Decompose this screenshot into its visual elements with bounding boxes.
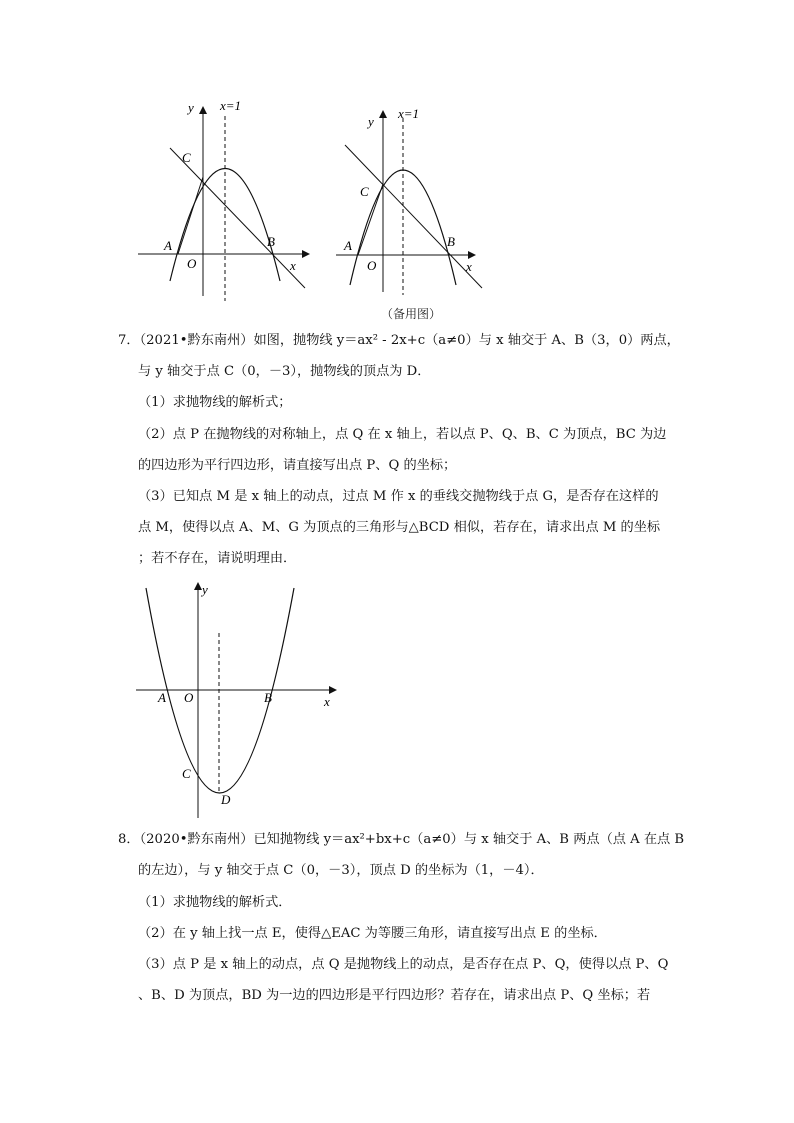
q7-part-3a: （3）已知点 M 是 x 轴上的动点，过点 M 作 x 的垂线交抛物线于点 G，是否存在这样的: [138, 489, 659, 504]
label-a: A: [164, 238, 172, 253]
label-o: O: [367, 258, 377, 273]
label-b: B: [447, 234, 455, 249]
label-y: y: [202, 582, 208, 597]
label-y: y: [188, 100, 194, 115]
label-b: B: [267, 234, 275, 249]
figure-caption: （备用图）: [381, 307, 442, 321]
label-c: C: [182, 150, 191, 165]
figure-q7: [134, 578, 344, 818]
label-o: O: [187, 256, 197, 271]
q7-part-3c: ；若不存在，请说明理由．: [138, 551, 297, 566]
q8-part-1: （1）求抛物线的解析式．: [138, 895, 292, 910]
q7-line-2: 与 y 轴交于点 C（0，－3），抛物线的顶点为 D．: [138, 364, 431, 379]
x-axis-arrow-icon: [302, 250, 310, 258]
x-axis-arrow-icon: [468, 251, 476, 259]
q8-part-2: （2）在 y 轴上找一点 E，使得△EAC 为等腰三角形，请直接写出点 E 的坐标．: [138, 926, 607, 941]
label-y: y: [368, 114, 374, 129]
q7-line-1: 7．（2021•黔东南州）如图，抛物线 y＝ax² - 2x+c（a≠0）与 x 轴交于 A、B（3，0）两点，: [118, 333, 680, 348]
q7-part-2b: 的四边形为平行四边形，请直接写出点 P、Q 的坐标；: [138, 458, 457, 473]
label-x: x: [466, 259, 472, 274]
label-a: A: [158, 690, 166, 705]
x-axis-arrow-icon: [329, 686, 337, 694]
line-bc: [345, 145, 482, 288]
figure-parabola-1: [130, 96, 320, 301]
label-c: C: [182, 766, 191, 781]
y-axis-arrow-icon: [379, 110, 387, 118]
label-a: A: [344, 238, 352, 253]
label-b: B: [264, 690, 272, 705]
q8-line-1: 8．（2020•黔东南州）已知抛物线 y＝ax²+bx+c（a≠0）与 x 轴交于 A、B 两点（点 A 在点 B: [118, 832, 685, 847]
label-d: D: [221, 792, 231, 807]
label-c: C: [360, 184, 369, 199]
figure-parabola-2: [330, 100, 490, 295]
q8-part-3a: （3）点 P 是 x 轴上的动点，点 Q 是抛物线上的动点，是否存在点 P、Q，使得以点 P、Q: [138, 957, 669, 972]
q8-part-3b: 、B、D 为顶点，BD 为一边的四边形是平行四边形？若存在，请求出点 P、Q 坐标；若: [138, 988, 651, 1003]
label-x: x: [290, 258, 296, 273]
label-axis-line: x=1: [398, 106, 420, 121]
label-o: O: [184, 690, 194, 705]
q7-part-1: （1）求抛物线的解析式；: [138, 395, 292, 410]
label-axis-line: x=1: [220, 98, 242, 113]
q8-line-2: 的左边），与 y 轴交于点 C（0，－3），顶点 D 的坐标为（1，－4）．: [138, 863, 544, 878]
label-x: x: [324, 694, 330, 709]
line-ac: [178, 177, 203, 254]
q7-part-2a: （2）点 P 在抛物线的对称轴上，点 Q 在 x 轴上，若以点 P、Q、B、C 为顶点，BC 为边: [138, 427, 667, 442]
y-axis-arrow-icon: [199, 106, 207, 114]
q7-part-3b: 点 M，使得以点 A、M、G 为顶点的三角形与△BCD 相似，若存在，请求出点 M 的坐标: [138, 520, 661, 535]
y-axis-arrow-icon: [194, 582, 202, 590]
